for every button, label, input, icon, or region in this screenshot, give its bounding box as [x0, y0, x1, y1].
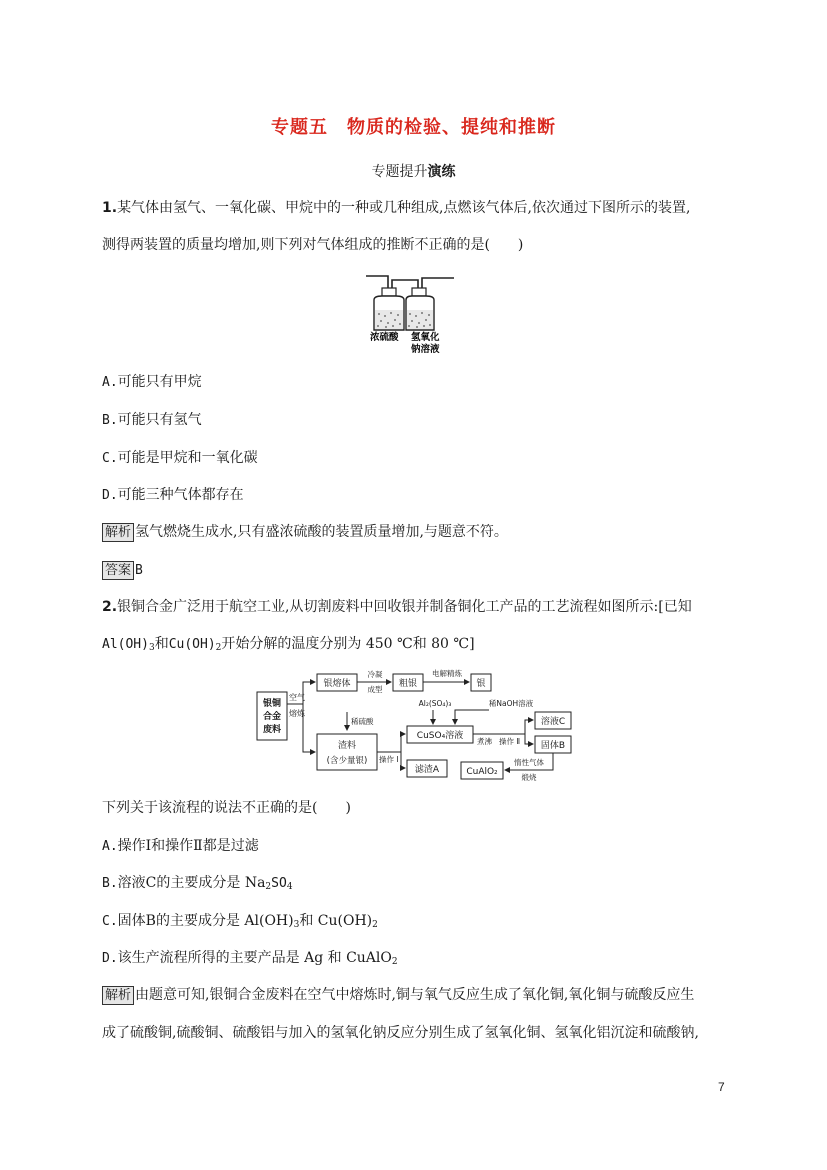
q1-stem-line1: 1.某气体由氢气、一氧化碳、甲烷中的一种或几种组成,点燃该气体后,依次通过下图所示的装置, — [102, 200, 691, 216]
q2-analysis-line2: 成了硫酸铜,硫酸铜、硫酸铝与加入的氢氧化钠反应分别生成了氢氧化铜、氢氧化铝沉淀和硫酸钠, — [102, 1025, 699, 1041]
q1-stem-line2: 测得两装置的质量均增加,则下列对气体组成的推断不正确的是( ) — [102, 237, 524, 253]
answer-tag: 答案 — [102, 561, 134, 580]
svg-text:操作 Ⅰ: 操作 Ⅰ — [379, 755, 399, 764]
svg-text:CuAlO₂: CuAlO₂ — [466, 767, 498, 777]
svg-text:惰性气体: 惰性气体 — [514, 758, 544, 767]
svg-text:煅烧: 煅烧 — [521, 773, 537, 782]
svg-text:操作 Ⅱ: 操作 Ⅱ — [499, 737, 521, 746]
svg-text:固体B: 固体B — [540, 741, 566, 751]
q1-number: 1. — [102, 200, 118, 216]
q1-option-d: D.可能三种气体都存在 — [102, 487, 244, 503]
q1-fig-label-naoh-b: 钠溶液 — [411, 344, 440, 355]
svg-text:成型: 成型 — [367, 685, 383, 694]
svg-text:Al₂(SO₄)₃: Al₂(SO₄)₃ — [418, 699, 452, 708]
svg-text:(含少量银): (含少量银) — [326, 756, 368, 766]
svg-text:稀硫酸: 稀硫酸 — [351, 717, 374, 726]
svg-text:溶液C: 溶液C — [540, 717, 566, 727]
q2-question: 下列关于该流程的说法不正确的是( ) — [102, 800, 351, 816]
page-title: 专题五 物质的检验、提纯和推断 — [271, 117, 556, 138]
q1-fig-label-naoh-a: 氢氧化 — [411, 332, 440, 343]
q2-stem-line1: 2.银铜合金广泛用于航空工业,从切割废料中回收银并制备铜化工产品的工艺流程如图所示:[已知 — [102, 599, 692, 615]
section-subtitle: 专题提升演练 — [371, 164, 456, 180]
q1-answer: 答案 B — [102, 560, 742, 581]
q2-number: 2. — [102, 599, 118, 615]
q2-option-c: C.固体B的主要成分是 $Al(OH)_3$和 $Cu(OH)_2$ — [102, 913, 378, 930]
q2-analysis-line1: 解析 由题意可知,银铜合金废料在空气中熔炼时,铜与氧气反应生成了氧化铜,氧化铜与硫酸反应生 — [102, 985, 742, 1005]
svg-text:CuSO₄溶液: CuSO₄溶液 — [416, 731, 464, 741]
analysis-tag: 解析 — [102, 523, 134, 542]
svg-text:粗银: 粗银 — [398, 679, 418, 689]
svg-text:渣料: 渣料 — [337, 741, 357, 751]
q2-option-a: A.操作Ⅰ和操作Ⅱ都是过滤 — [102, 838, 259, 854]
analysis-tag: 解析 — [102, 986, 134, 1005]
q2-flow-chart — [255, 664, 575, 782]
q1-option-c: C.可能是甲烷和一氧化碳 — [102, 450, 258, 466]
q1-apparatus-figure — [360, 270, 460, 356]
q1-analysis: 解析 氢气燃烧生成水,只有盛浓硫酸的装置质量增加,与题意不符。 — [102, 522, 742, 542]
q2-option-d: D.该生产流程所得的主要产品是 Ag 和 CuAlO$_2$ — [102, 950, 398, 967]
svg-text:空气: 空气 — [289, 693, 305, 702]
svg-text:银铜: 银铜 — [262, 699, 282, 709]
svg-text:合金: 合金 — [262, 712, 282, 722]
svg-text:冷凝: 冷凝 — [367, 670, 383, 679]
svg-text:煮沸: 煮沸 — [477, 737, 492, 746]
q1-fig-label-sulfuric: 浓硫酸 — [370, 332, 399, 343]
svg-text:银: 银 — [476, 679, 486, 689]
q2-option-b: B.溶液C的主要成分是 $Na_2SO_4$ — [102, 875, 293, 892]
svg-text:废料: 废料 — [262, 725, 282, 735]
svg-text:银熔体: 银熔体 — [323, 679, 351, 689]
q1-option-a: A.可能只有甲烷 — [102, 374, 202, 390]
svg-text:电解精炼: 电解精炼 — [432, 669, 462, 678]
page-number: 7 — [718, 1080, 725, 1094]
svg-text:滤渣A: 滤渣A — [414, 765, 440, 775]
q2-stem-line2: $Al(OH)_3$和$Cu(OH)_2$开始分解的温度分别为 450 ℃和 80 ℃] — [102, 636, 475, 653]
svg-text:稀NaOH溶液: 稀NaOH溶液 — [488, 699, 534, 708]
q1-option-b: B.可能只有氢气 — [102, 412, 202, 428]
svg-text:熔炼: 熔炼 — [289, 709, 305, 718]
